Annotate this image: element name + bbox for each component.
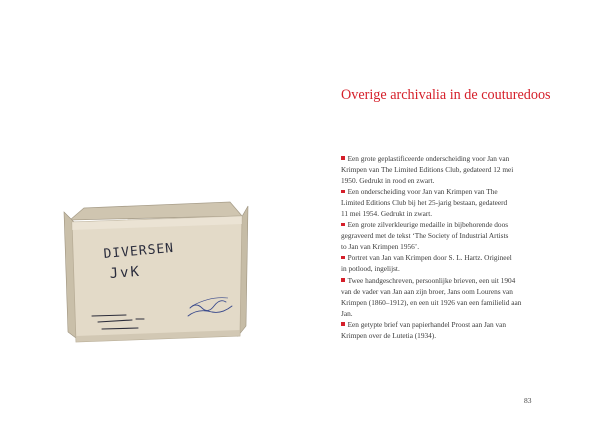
red-square-bullet-icon <box>341 278 345 282</box>
archive-item-line <box>341 153 551 164</box>
red-square-bullet-icon <box>341 322 345 326</box>
archive-item-line: gegraveerd met de tekst ‘The Society of Industrial Artists <box>341 231 509 241</box>
archive-item-line: Limited Editions Club bij het 25-jarig bestaan, gedateerd <box>341 198 508 208</box>
red-square-bullet-icon <box>341 190 345 194</box>
archive-item-line: van de vader van Jan aan zijn broer, Jans oom Lourens van <box>341 286 513 296</box>
archive-item-line <box>341 319 551 330</box>
archive-item-line: to Jan van Krimpen 1956’. <box>341 242 420 252</box>
archive-items-list <box>341 153 551 341</box>
archive-item-line: Krimpen (1860–1912), en een uit 1926 van een familielid aan <box>341 297 522 307</box>
box-label-line2: JvK <box>109 263 142 282</box>
box-front <box>72 216 242 342</box>
red-square-bullet-icon <box>341 156 345 160</box>
archive-item-line: 1950. Gedrukt in rood en zwart. <box>341 176 435 186</box>
archive-item-text: Twee handgeschreven, persoonlijke brieven, een uit 1904 <box>347 275 516 285</box>
archive-item-line <box>341 275 551 286</box>
box-label-line1: DIVERSEN <box>103 240 175 262</box>
archive-box-photo <box>62 186 250 346</box>
archive-item-text: Portret van Jan van Krimpen door S. L. Hartz. Origineel <box>347 253 512 263</box>
archive-item <box>341 186 551 219</box>
archive-item-line <box>341 186 551 197</box>
archive-item-line: Krimpen over de Lutetia (1934). <box>341 330 437 340</box>
archive-item <box>341 252 551 274</box>
archive-item-text: Een grote zilverkleurige medaille in bijbehorende doos <box>347 220 509 230</box>
red-square-bullet-icon <box>341 256 345 260</box>
archive-item-line: Jan. <box>341 308 353 318</box>
archive-item-line: in potlood, ingelijst. <box>341 264 400 274</box>
archive-item-line: Krimpen van The Limited Editions Club, gedateerd 12 mei <box>341 165 514 175</box>
archive-item-line <box>341 219 551 230</box>
archive-item <box>341 319 551 341</box>
archive-item-line: 11 mei 1954. Gedrukt in zwart. <box>341 209 433 219</box>
archive-item-text: Een onderscheiding voor Jan van Krimpen van The <box>347 187 498 197</box>
archive-item-text: Een getypte brief van papierhandel Proost aan Jan van <box>347 319 507 329</box>
archive-item <box>341 153 551 186</box>
archive-item-text: Een grote geplastificeerde onderscheiding voor Jan van <box>347 154 510 163</box>
archive-item <box>341 275 551 319</box>
section-heading: Overige archivalia in de couturedoos <box>341 87 551 103</box>
page-number: 83 <box>524 396 532 405</box>
archive-item <box>341 219 551 252</box>
archive-item-line <box>341 252 551 263</box>
red-square-bullet-icon <box>341 223 345 227</box>
